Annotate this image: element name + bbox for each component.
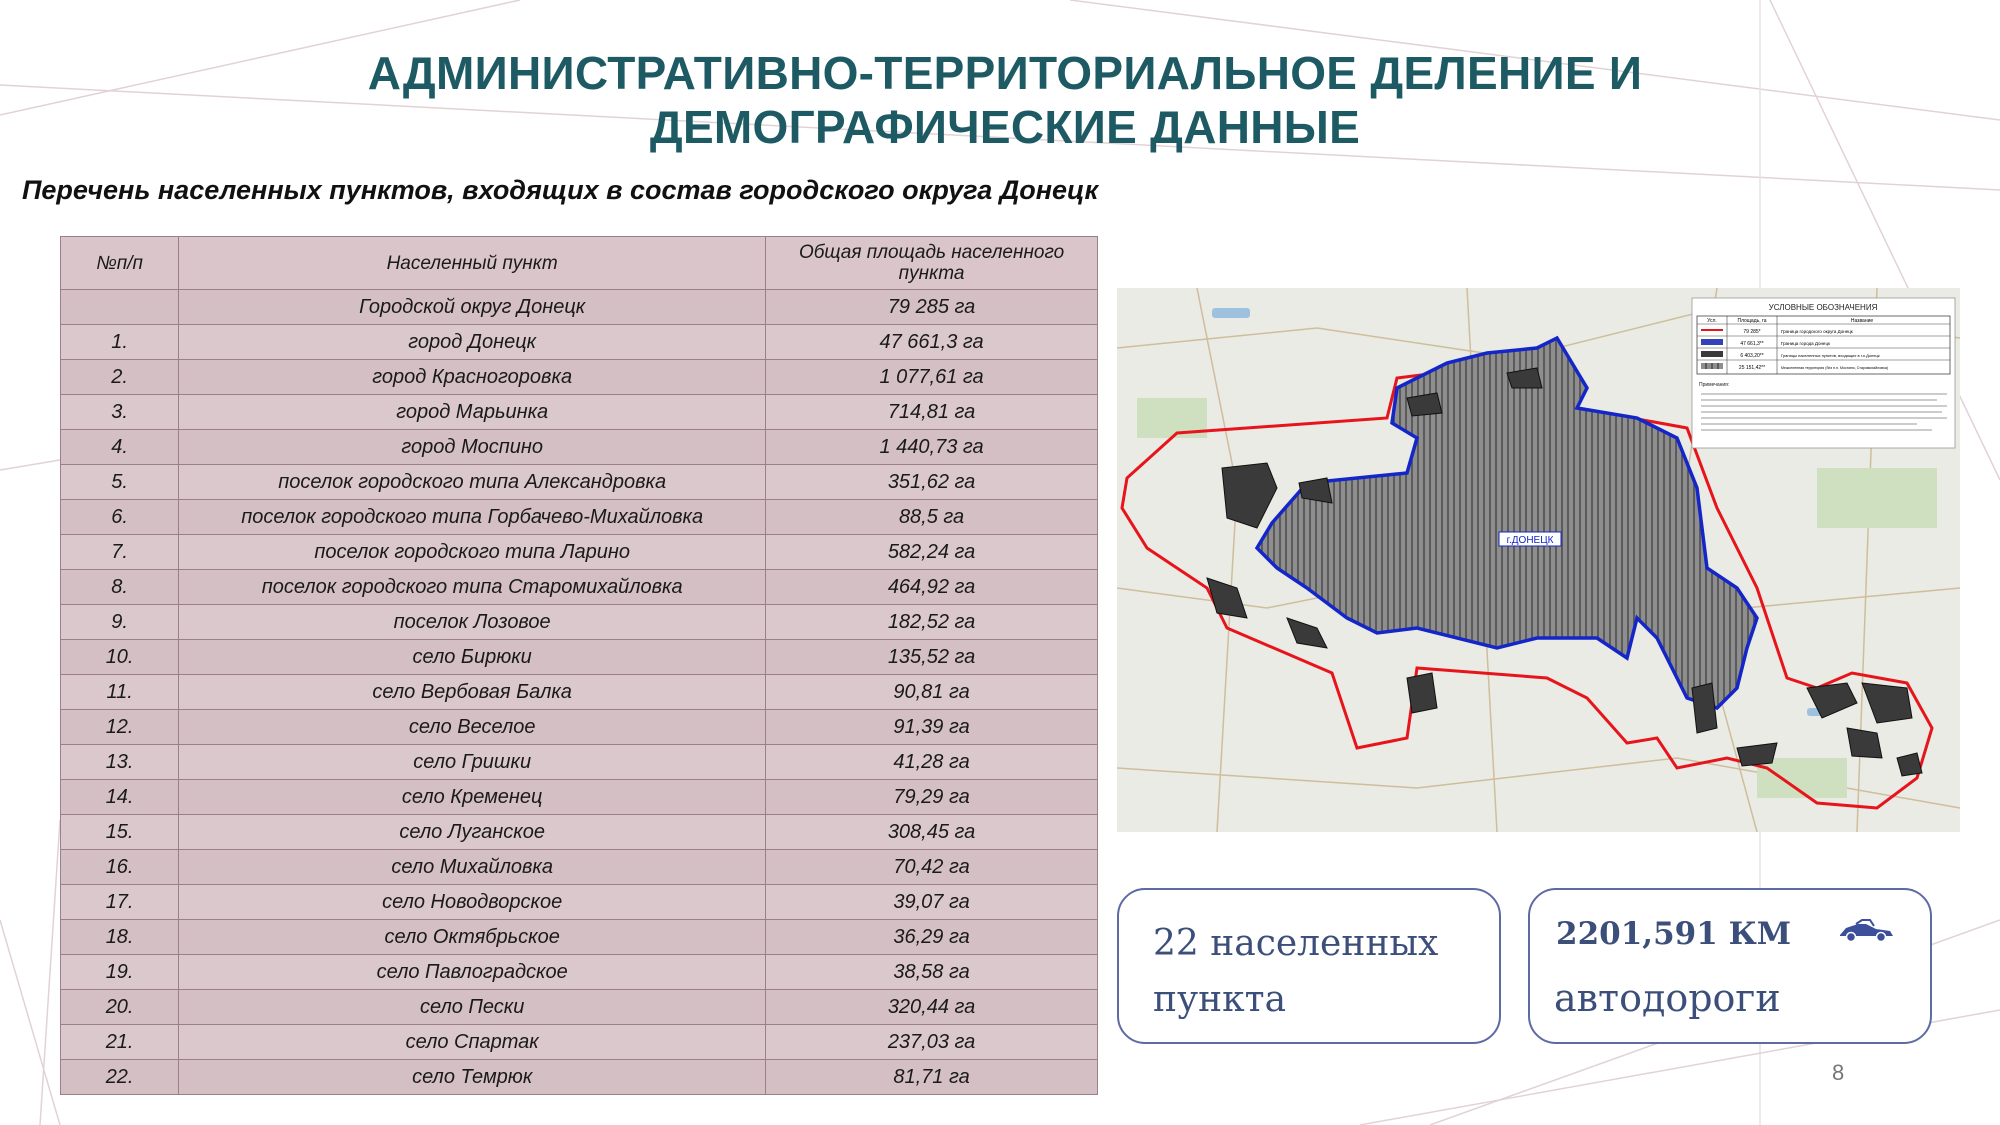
row-settlement: село Новодворское [179, 885, 766, 920]
row-settlement: город Марьинка [179, 395, 766, 430]
table-row [61, 920, 1098, 955]
row-settlement: село Гришки [179, 745, 766, 780]
row-number [61, 290, 179, 325]
row-settlement: город Моспино [179, 430, 766, 465]
row-number: 15. [61, 815, 179, 850]
row-number: 13. [61, 745, 179, 780]
header-area: Общая площадь населенного пункта [766, 237, 1098, 290]
table-row [61, 500, 1098, 535]
row-number: 19. [61, 955, 179, 990]
row-area: 88,5 га [766, 500, 1098, 535]
row-number: 16. [61, 850, 179, 885]
city-label [1499, 532, 1561, 546]
legend-row-name: Границы населенных пунктов, входящих в г.о.Донецк [1781, 353, 1880, 358]
legend-head-area: Площадь, га [1737, 318, 1767, 324]
table-row [61, 955, 1098, 990]
row-area: 135,52 га [766, 640, 1098, 675]
row-settlement: село Павлоградское [179, 955, 766, 990]
table-row [61, 570, 1098, 605]
row-area: 464,92 га [766, 570, 1098, 605]
table-row [61, 780, 1098, 815]
table-row [61, 535, 1098, 570]
row-number: 9. [61, 605, 179, 640]
roads-length-value: 2201,591 КМ [1556, 916, 1792, 952]
table-row [61, 465, 1098, 500]
row-number: 12. [61, 710, 179, 745]
row-settlement: город Красногоровка [179, 360, 766, 395]
row-settlement: село Спартак [179, 1025, 766, 1060]
header-settlement: Населенный пункт [179, 237, 766, 290]
city-label-text: г.ДОНЕЦК [1506, 535, 1554, 546]
row-area: 81,71 га [766, 1060, 1098, 1095]
table-row [61, 430, 1098, 465]
table-row [61, 885, 1098, 920]
table-row [61, 1060, 1098, 1095]
row-settlement: поселок городского типа Ларино [179, 535, 766, 570]
row-number: 11. [61, 675, 179, 710]
row-area: 320,44 га [766, 990, 1098, 1025]
legend-row-area: 25 151,42** [1738, 365, 1766, 371]
row-number: 5. [61, 465, 179, 500]
table-row [61, 395, 1098, 430]
legend-head-symbol: Усл. [1707, 318, 1717, 324]
row-area: 308,45 га [766, 815, 1098, 850]
table-row [61, 605, 1098, 640]
row-number: 10. [61, 640, 179, 675]
row-number: 2. [61, 360, 179, 395]
row-area: 79,29 га [766, 780, 1098, 815]
row-number: 17. [61, 885, 179, 920]
row-area: 1 440,73 га [766, 430, 1098, 465]
table-row [61, 325, 1098, 360]
row-area: 47 661,3 га [766, 325, 1098, 360]
legend-row-name: Межселенная территория (без н.п. Моспино, Старомихайловка) [1781, 366, 1889, 370]
row-number: 7. [61, 535, 179, 570]
row-settlement: село Кременец [179, 780, 766, 815]
map-image [1117, 288, 1960, 832]
table-row [61, 1025, 1098, 1060]
row-area: 237,03 га [766, 1025, 1098, 1060]
page-number: 8 [1832, 1060, 1845, 1085]
row-settlement: село Бирюки [179, 640, 766, 675]
row-settlement: село Михайловка [179, 850, 766, 885]
row-settlement: город Донецк [179, 325, 766, 360]
row-settlement: поселок городского типа Горбачево-Михайловка [179, 500, 766, 535]
legend-title: УСЛОВНЫЕ ОБОЗНАЧЕНИЯ [1768, 303, 1878, 312]
row-settlement: село Вербовая Балка [179, 675, 766, 710]
table-row [61, 850, 1098, 885]
row-area: 714,81 га [766, 395, 1098, 430]
roads-length-card [1528, 888, 1932, 1044]
legend-note: Примечания: [1699, 382, 1730, 388]
table-header-row [61, 237, 1098, 290]
row-settlement: село Пески [179, 990, 766, 1025]
row-settlement: село Октябрьское [179, 920, 766, 955]
row-number: 14. [61, 780, 179, 815]
row-settlement: село Веселое [179, 710, 766, 745]
row-area: 70,42 га [766, 850, 1098, 885]
settlements-count-line1: 22 населенных [1153, 923, 1439, 964]
row-area: 182,52 га [766, 605, 1098, 640]
settlements-table [60, 236, 1098, 1095]
map-legend [1692, 298, 1955, 448]
row-area: 91,39 га [766, 710, 1098, 745]
row-number: 18. [61, 920, 179, 955]
row-number: 3. [61, 395, 179, 430]
row-number: 4. [61, 430, 179, 465]
row-area: 36,29 га [766, 920, 1098, 955]
row-settlement: Городской округ Донецк [179, 290, 766, 325]
slide-title [230, 46, 1780, 154]
row-number: 22. [61, 1060, 179, 1095]
table-row [61, 990, 1098, 1025]
table-row [61, 675, 1098, 710]
row-area: 38,58 га [766, 955, 1098, 990]
car-icon [1836, 918, 1896, 948]
legend-head-name: Название [1850, 318, 1874, 324]
settlements-count-line2: пункта [1153, 979, 1287, 1020]
row-settlement: село Темрюк [179, 1060, 766, 1095]
table-row [61, 640, 1098, 675]
roads-length-label: автодороги [1554, 976, 1781, 1020]
legend-row-area: 47 661,3** [1740, 341, 1764, 347]
row-area: 351,62 га [766, 465, 1098, 500]
row-area: 41,28 га [766, 745, 1098, 780]
legend-row-name: Граница городского округа Донецк [1781, 329, 1853, 334]
row-area: 79 285 га [766, 290, 1098, 325]
header-number: №п/п [61, 237, 179, 290]
row-settlement: поселок городского типа Старомихайловка [179, 570, 766, 605]
settlements-count-card [1117, 888, 1501, 1044]
legend-row-area: 79 285* [1743, 329, 1761, 335]
row-number: 8. [61, 570, 179, 605]
row-area: 39,07 га [766, 885, 1098, 920]
table-row [61, 745, 1098, 780]
legend-row-name: Граница города Донецк [1781, 341, 1830, 346]
row-settlement: поселок Лозовое [179, 605, 766, 640]
row-number: 6. [61, 500, 179, 535]
table-row [61, 710, 1098, 745]
title-line-2: ДЕМОГРАФИЧЕСКИЕ ДАННЫЕ [649, 101, 1361, 153]
row-area: 1 077,61 га [766, 360, 1098, 395]
donetsk-okrug-map [1117, 288, 1960, 832]
table-row [61, 360, 1098, 395]
table-row [61, 815, 1098, 850]
row-number: 20. [61, 990, 179, 1025]
settlements-count-text [1153, 916, 1438, 1028]
legend-row-area: 6 403,20** [1740, 353, 1764, 359]
row-area: 582,24 га [766, 535, 1098, 570]
title-line-1: АДМИНИСТРАТИВНО-ТЕРРИТОРИАЛЬНОЕ ДЕЛЕНИЕ И [367, 47, 1643, 99]
row-area: 90,81 га [766, 675, 1098, 710]
row-settlement: село Луганское [179, 815, 766, 850]
row-number: 21. [61, 1025, 179, 1060]
row-settlement: поселок городского типа Александровка [179, 465, 766, 500]
row-number: 1. [61, 325, 179, 360]
table-row [61, 290, 1098, 325]
slide-subtitle: Перечень населенных пунктов, входящих в состав городского округа Донецк [22, 175, 1099, 205]
